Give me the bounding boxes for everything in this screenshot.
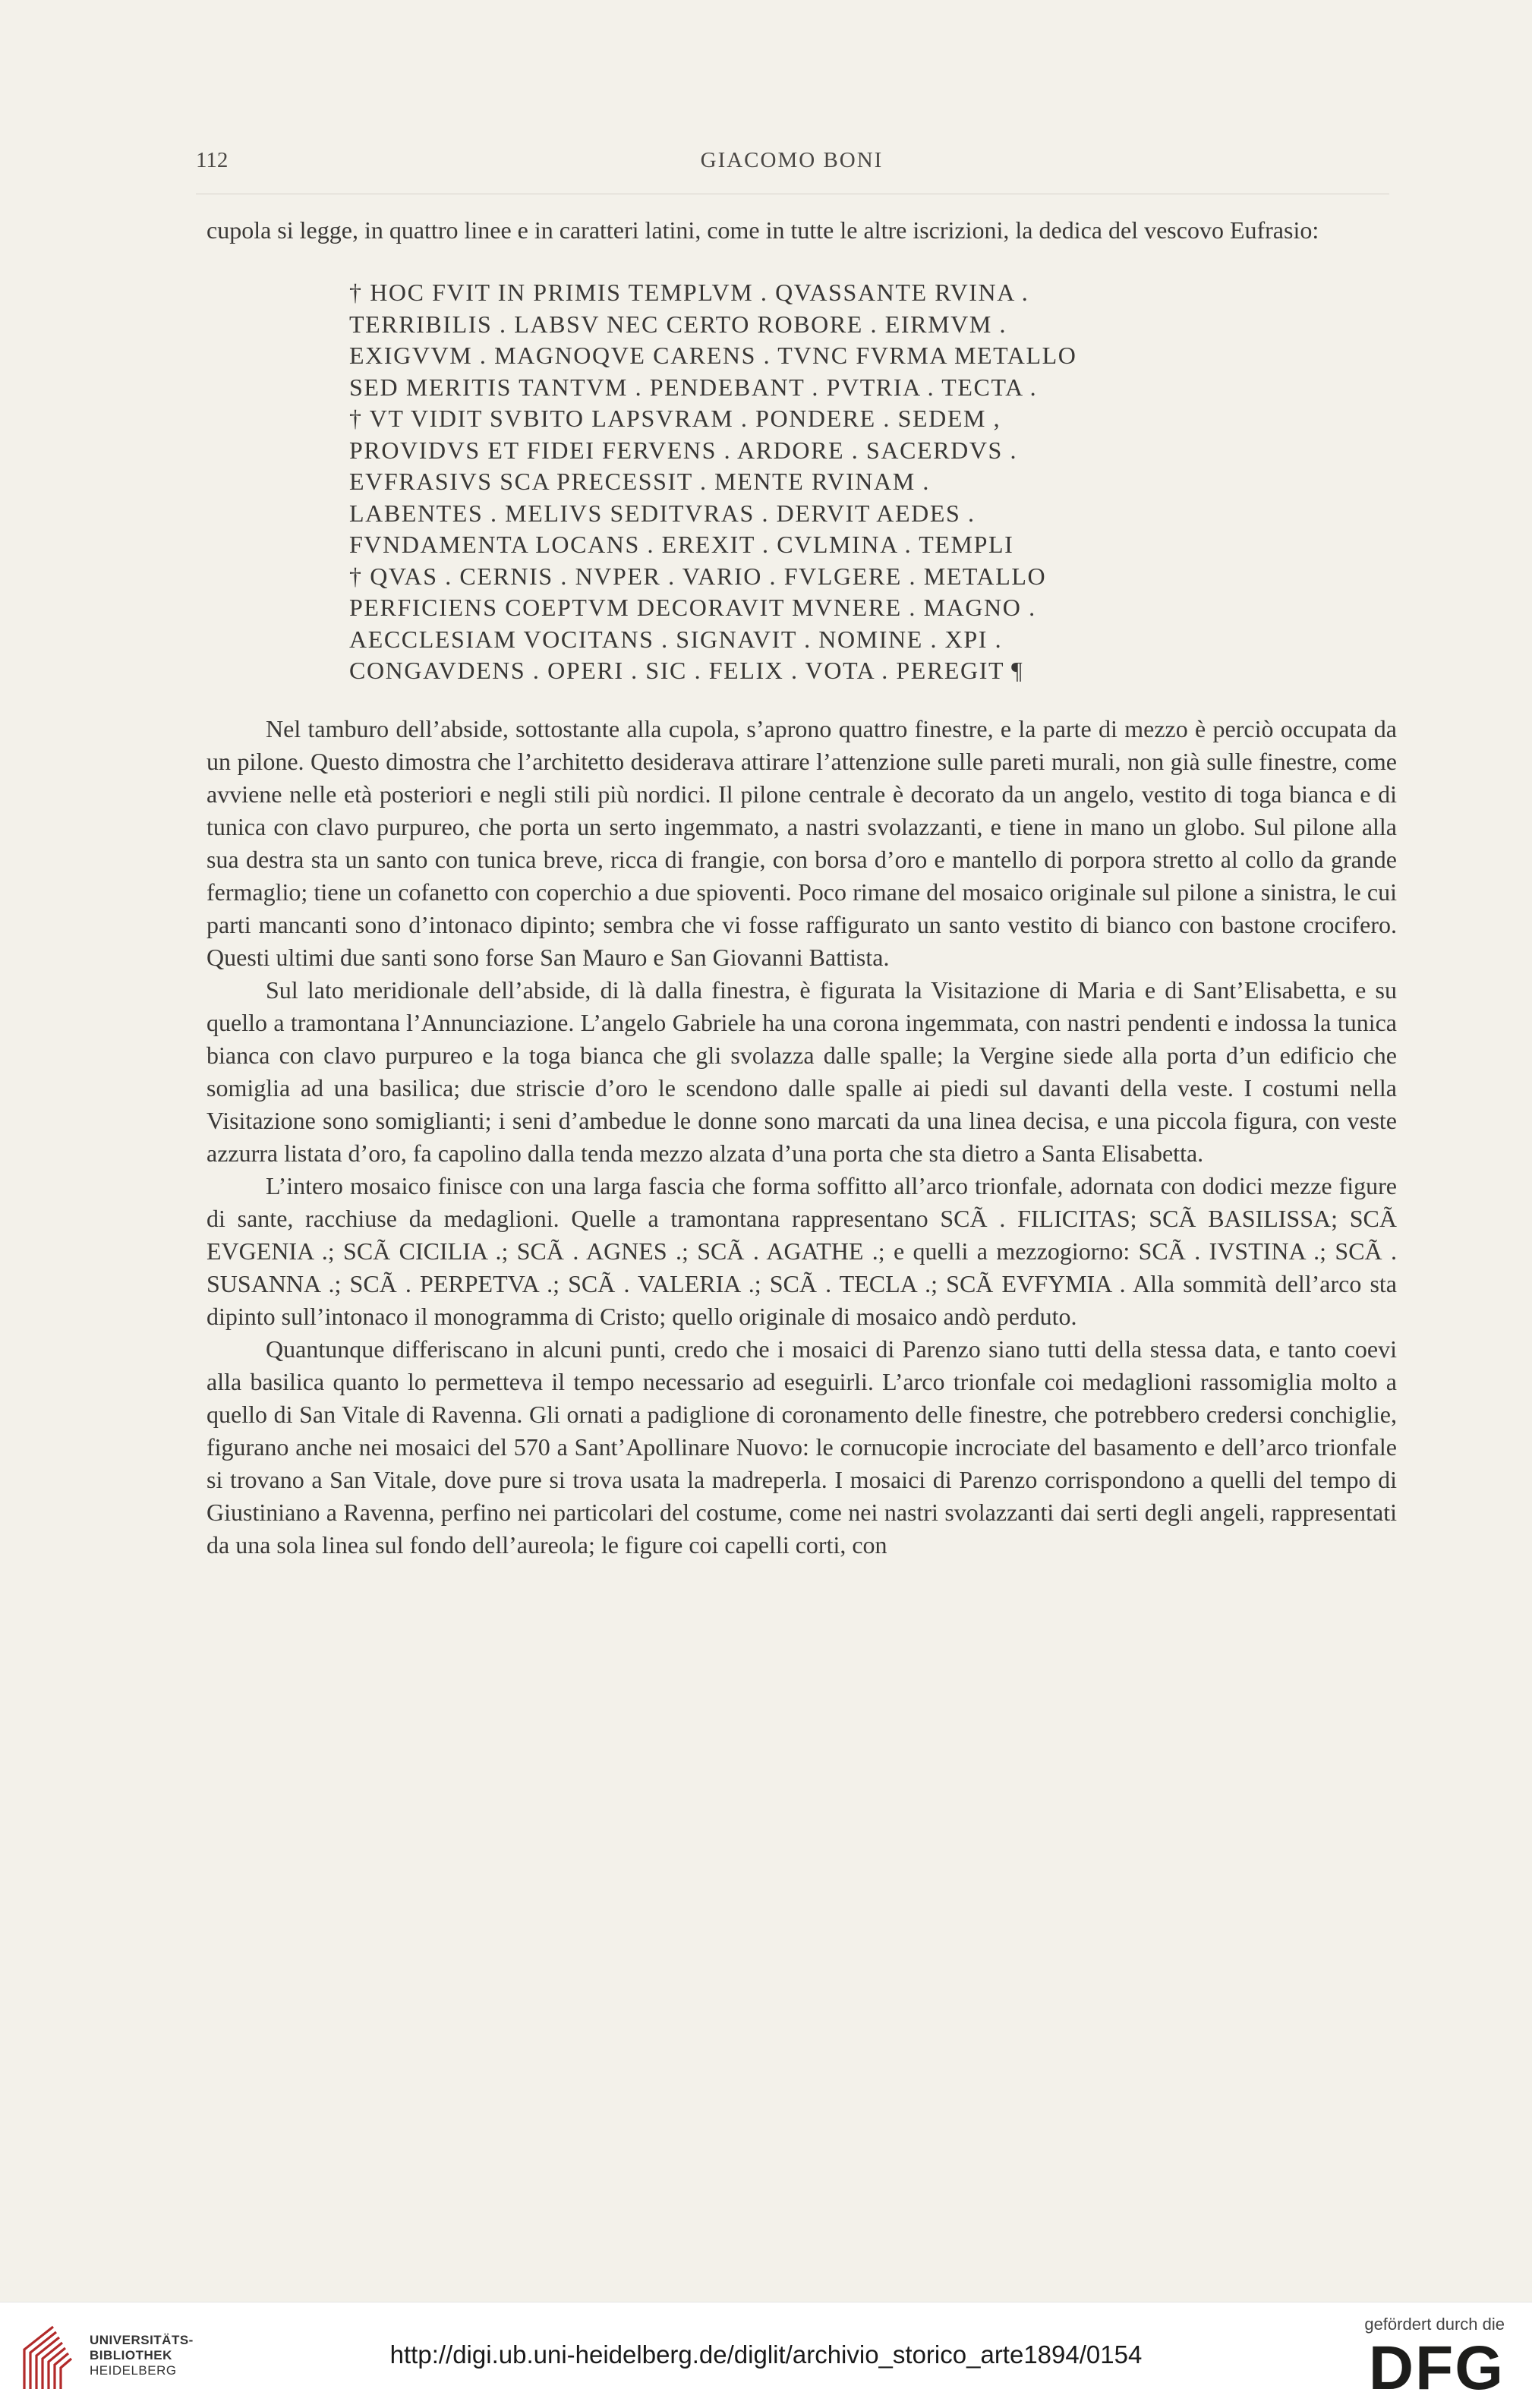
inscription-line: PROVIDVS ET FIDEI FERVENS . ARDORE . SACERDVS .	[349, 436, 1018, 464]
intro-paragraph: cupola si legge, in quattro linee e in caratteri latini, come in tutte le altre iscrizioni, la dedica del vescovo Eufrasio:	[206, 216, 1319, 244]
inscription-line: EVFRASIVS SCA PRECESSIT . MENTE RVINAM .	[349, 468, 930, 495]
dfg-logo: DFG	[1368, 2334, 1505, 2403]
inscription-line: AECCLESIAM VOCITANS . SIGNAVIT . NOMINE . XPI .	[349, 625, 1003, 653]
funder-block	[1345, 2309, 1505, 2406]
paragraph-tamburo: Nel tamburo dell’abside, sottostante alla cupola, s’aprono quattro finestre, e la parte di mezzo è perciò occupata da un pilone. Questo dimostra che l’architetto desiderava attirare l’attenzione sulle pareti murali, non già sulle finestre, come avviene nelle età posteriori e negli stili più nordici. Il pilone centrale è decorato da un angelo, vestito di toga bianca e di tunica con clavo purpureo, che porta un serto ingemmato, a nastri svolazzanti, e tiene in mano un globo. Sul pilone alla sua destra sta un santo con tunica breve, ricca di frangie, con borsa d’oro e mantello di porpora stretto al collo da grande fermaglio; tiene un cofanetto con coperchio a due spioventi. Poco rimane del mosaico originale sul pilone a sinistra, le cui parti mancanti sono d’intonaco dipinto; sembra che vi fosse raffigurato un santo vestito di bianco con bastone crocifero. Questi ultimi due santi sono forse San Mauro e San Giovanni Battista.	[206, 714, 1397, 971]
library-name-line: BIBLIOTHEK	[90, 2348, 172, 2362]
paragraph-medaglioni: L’intero mosaico finisce con una larga fascia che forma soffitto all’arco trionfale, adornata con dodici mezze figure di sante, racchiuse da medaglioni. Quelle a tramontana rappresentano SCÃ . FILICITAS; SCÃ BASILISSA; SCÃ EVGENIA .; SCÃ CICILIA .; SCÃ . AGNES .; SCÃ . AGATHE .; e quelli a mezzogiorno: SCÃ . IVSTINA .; SCÃ . SUSANNA .; SCÃ . PERPETVA .; SCÃ . VALERIA .; SCÃ . TECLA .; SCÃ EVFYMIA . Alla sommità dell’arco sta dipinto sull’intonaco il monogramma di Cristo; quello originale di mosaico andò perduto.	[206, 1171, 1397, 1330]
inscription-line: LABENTES . MELIVS SEDITVRAS . DERVIT AEDES .	[349, 499, 976, 527]
library-name-line: UNIVERSITÄTS-	[90, 2333, 194, 2347]
inscription-line: TERRIBILIS . LABSV NEC CERTO ROBORE . EIRMVM .	[349, 310, 1007, 338]
inscription-line: † QVAS . CERNIS . NVPER . VARIO . FVLGERE . METALLO	[349, 562, 1047, 590]
library-name-line: HEIDELBERG	[90, 2363, 177, 2378]
paragraph-visitazione: Sul lato meridionale dell’abside, di là dalla finestra, è figurata la Visitazione di Maria e di Sant’Elisabetta, e su quello a tramontana l’Annunciazione. L’angelo Gabriele ha una corona ingemmata, con nastri pendenti e indossa la tunica bianca con clavo purpureo e la toga bianca che gli svolazza dalle spalle; la Vergine siede alla porta d’un edificio che somiglia ad una basilica; due striscie d’oro le scendono dalle spalle ai piedi sul davanti della veste. I costumi nella Visitazione sono somiglianti; i seni d’ambedue le donne sono marcati da una linea decisa, e una piccola figura, con veste azzurra listata d’oro, fa capolino dalla tenda mezzo alzata d’una porta che sta dietro a Santa Elisabetta.	[206, 975, 1397, 1167]
inscription-line: CONGAVDENS . OPERI . SIC . FELIX . VOTA . PEREGIT ¶	[349, 657, 1024, 684]
paragraph-datazione: Quantunque differiscano in alcuni punti, credo che i mosaici di Parenzo siano tutti della stessa data, e tanto coevi alla basilica quanto lo permetteva il tempo necessario ad eseguirli. L’arco trionfale coi medaglioni rassomiglia molto a quello di San Vitale di Ravenna. Gli ornati a padiglione di coronamento delle finestre, che potrebbero credersi conchiglie, figurano anche nei mosaici del 570 a Sant’Apollinare Nuovo: le cornucopie incrociate del basamento e dell’arco trionfale si trovano a San Vitale, dove pure si trova usata la madreperla. I mosaici di Parenzo corrispondono a quelli del tempo di Giustiniano a Ravenna, perfino nei particolari del costume, come nei nastri svolazzanti dai serti degli angeli, rappresentati da una sola linea sul fondo dell’aureola; le figure coi capelli corti, con	[206, 1335, 1397, 1559]
page-number: 112	[196, 148, 229, 172]
inscription-line: † VT VIDIT SVBITO LAPSVRAM . PONDERE . SEDEM ,	[349, 405, 1001, 432]
body-text	[206, 214, 1397, 1562]
latin-inscription	[349, 277, 1397, 687]
running-head	[196, 148, 1388, 178]
funding-note: gefördert durch die	[1364, 2315, 1505, 2334]
inscription-line: SED MERITIS TANTVM . PENDEBANT . PVTRIA . TECTA .	[349, 373, 1038, 401]
inscription-line: EXIGVVM . MAGNOQVE CARENS . TVNC FVRMA METALLO	[349, 342, 1077, 369]
digitization-footer	[0, 2302, 1532, 2408]
inscription-line: † HOC FVIT IN PRIMIS TEMPLVM . QVASSANTE RVINA .	[349, 279, 1029, 306]
permalink-url[interactable]: http://digi.ub.uni-heidelberg.de/diglit/archivio_storico_arte1894/0154	[389, 2340, 1143, 2369]
running-title: GIACOMO BONI	[700, 148, 884, 172]
inscription-line: FVNDAMENTA LOCANS . EREXIT . CVLMINA . TEMPLI	[349, 531, 1014, 558]
inscription-line: PERFICIENS COEPTVM DECORAVIT MVNERE . MAGNO .	[349, 594, 1036, 621]
